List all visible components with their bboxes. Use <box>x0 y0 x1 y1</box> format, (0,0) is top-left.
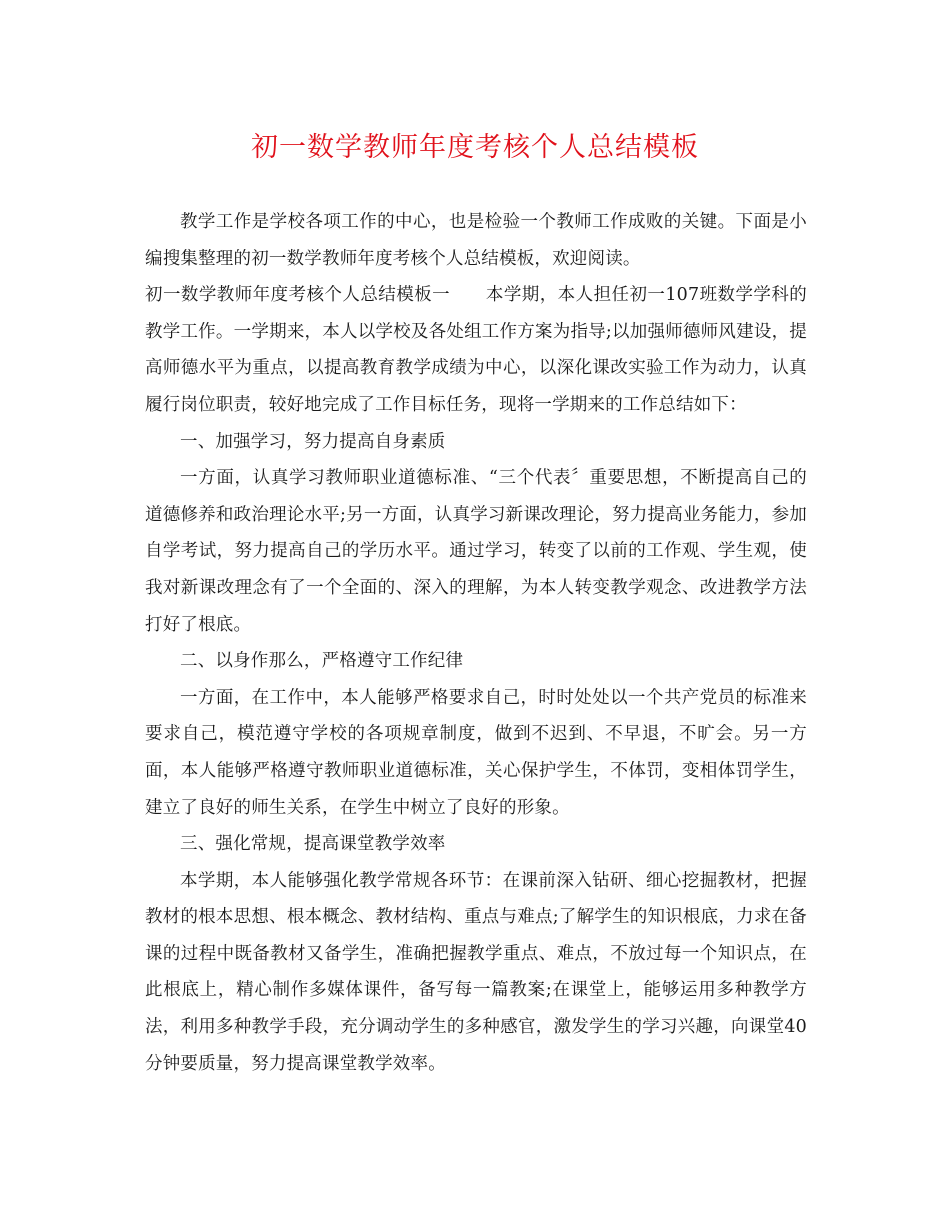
section-paragraph-2: 一方面，在工作中，本人能够严格要求自己，时时处处以一个共产党员的标准来要求自己，模范遵守学校的各项规章制度，做到不迟到、不早退，不旷会。另一方面，本人能够严格遵守教师职业道德标准，关心保护学生，不体罚，变相体罚学生，建立了良好的师生关系，在学生中树立了良好的形象。 <box>145 687 807 818</box>
body-paragraph: 初一数学教师年度考核个人总结模板一 本学期，本人担任初一107班数学学科的教学工作。一学期来，本人以学校及各处组工作方案为指导;以加强师德师风建设，提高师德水平为重点，以提高教育教学成绩为中心，以深化课改实验工作为动力，认真履行岗位职责，较好地完成了工作目标任务，现将一学期来的工作总结如下： <box>145 285 807 415</box>
section-paragraph-1: 一方面，认真学习教师职业道德标准、“三个代表〞重要思想，不断提高自己的道德修养和政治理论水平;另一方面，认真学习新课改理论，努力提高业务能力，参加自学考试，努力提高自己的学历水平。通过学习，转变了以前的工作观、学生观，使我对新课改理念有了一个全面的、深入的理解，为本人转变教学观念、改进教学方法打好了根底。 <box>145 468 807 635</box>
section-heading-2: 二、以身作那么，严格遵守工作纪律 <box>180 651 464 672</box>
section-heading-1: 一、加强学习，努力提高自身素质 <box>180 431 446 452</box>
section-paragraph-3: 本学期，本人能够强化教学常规各环节：在课前深入钻研、细心挖掘教材，把握教材的根本思想、根本概念、教材结构、重点与难点;了解学生的知识根底，力求在备课的过程中既备教材又备学生，准确把握教学重点、难点，不放过每一个知识点，在此根底上，精心制作多媒体课件，备写每一篇教案;在课堂上，能够运用多种教学方法，利用多种教学手段，充分调动学生的多种感官，激发学生的学习兴趣，向课堂40分钟要质量，努力提高课堂教学效率。 <box>145 870 807 1074</box>
document-body <box>145 204 807 1082</box>
document-title: 初一数学教师年度考核个人总结模板 <box>251 132 699 163</box>
intro-paragraph: 教学工作是学校各项工作的中心，也是检验一个教师工作成败的关键。下面是小编搜集整理的初一数学教师年度考核个人总结模板，欢迎阅读。 <box>145 212 807 269</box>
section-heading-3: 三、强化常规，提高课堂教学效率 <box>180 834 446 855</box>
